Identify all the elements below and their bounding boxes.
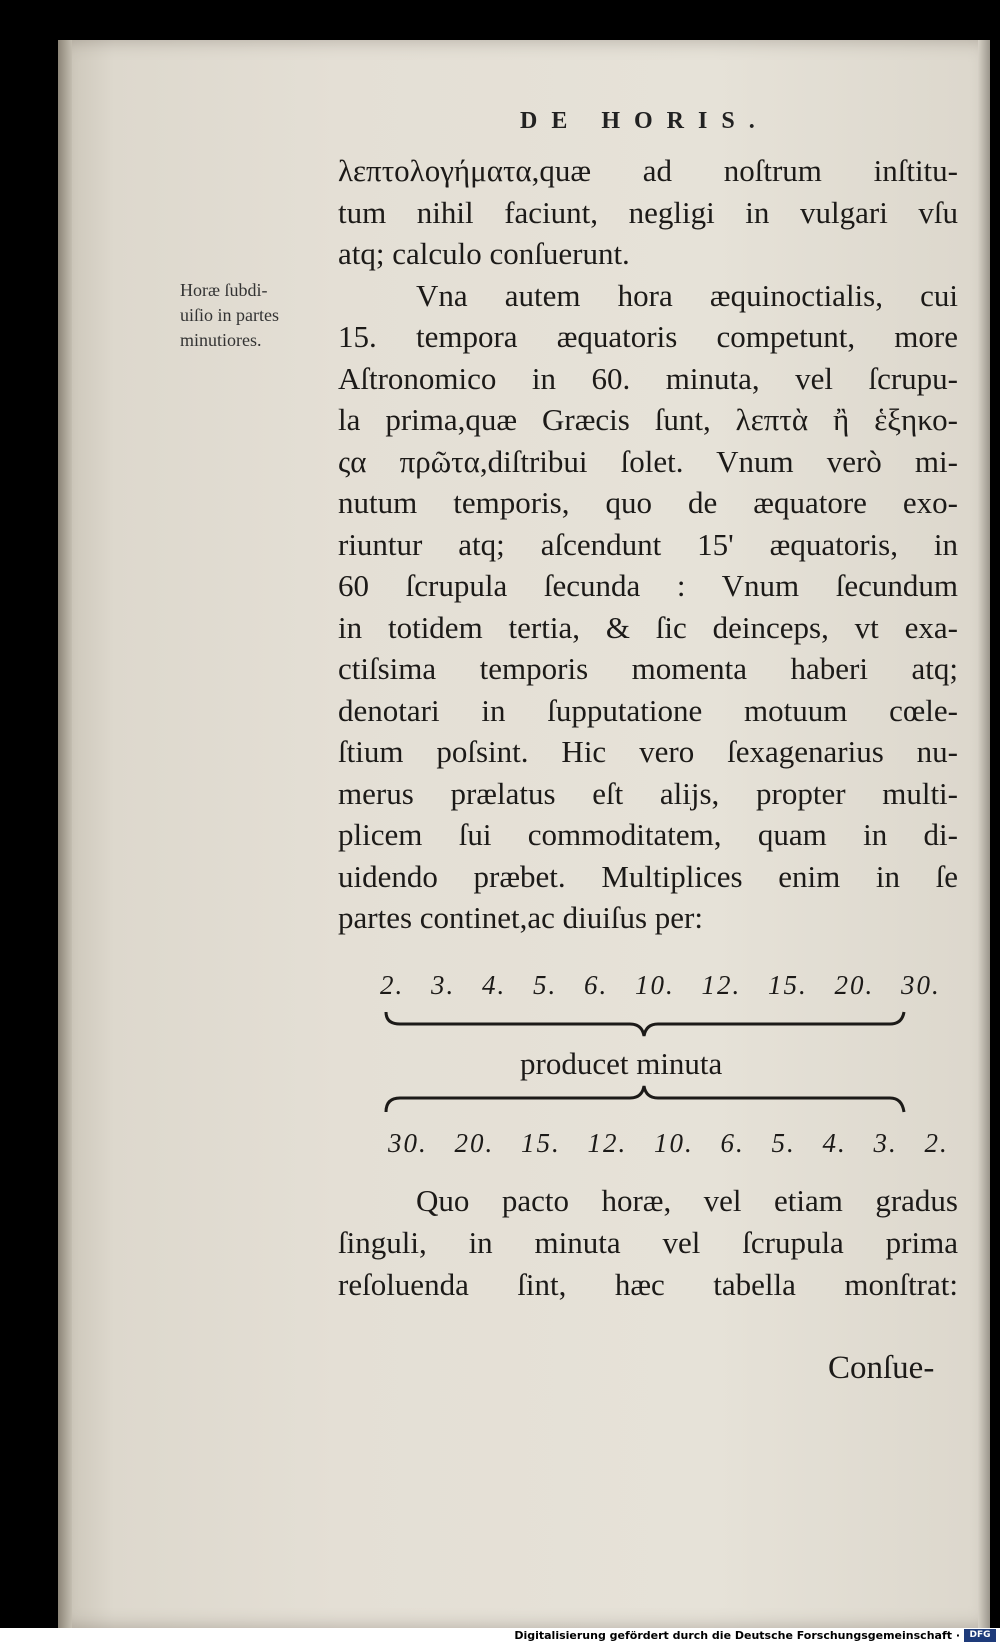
footer-credit: Digitalisierung gefördert durch die Deutsche Forschungsgemeinschaft · (514, 1629, 960, 1642)
catchword: Conſue- (828, 1350, 935, 1386)
text-line: Vna autem hora æquinoctialis, cui (416, 277, 958, 313)
divisors-bottom-row: 30. 20. 15. 12. 10. 6. 5. 4. 3. 2. (388, 1128, 949, 1158)
text-line: λεπτολογήματα,quæ ad noſtrum inſtitu- (338, 153, 958, 188)
text-line: Aſtronomico in 60. minuta, vel ſcrupu- (338, 360, 958, 396)
running-head: DE HORIS. (520, 108, 769, 134)
paragraph-1 (338, 150, 958, 939)
text-line: reſoluenda ſint, hæc tabella monſtrat: (338, 1267, 958, 1302)
text-line: 60 ſcrupula ſecunda : Vnum ſecundum (338, 568, 958, 603)
text-line: merus prælatus eſt alijs, propter multi- (338, 775, 958, 811)
text-line: atq; calculo conſuerunt. (338, 236, 630, 271)
footer-bar (0, 1628, 1000, 1643)
brace-label: producet minuta (520, 1046, 723, 1081)
text-line: ctiſsima temporis momenta haberi atq; (338, 651, 958, 686)
text-line: ςα πρῶτα,diſtribui ſolet. Vnum verò mi- (338, 443, 958, 479)
text-line: tum nihil faciunt, negligi in vulgari vſu (338, 194, 958, 230)
text-line: Quo pacto horæ, vel etiam gradus (416, 1183, 958, 1218)
text-line: denotari in ſupputatione motuum cœle- (338, 692, 958, 728)
text-line: la prima,quæ Græcis ſunt, λεπτὰ ἢ ἑξηκο- (338, 402, 958, 437)
marginal-note-line: Horæ ſubdi- (180, 280, 268, 300)
page-gutter (58, 40, 72, 1628)
text-line: in totidem tertia, & ſic deinceps, vt exa- (338, 609, 958, 645)
text-line: ſtium poſsint. Hic vero ſexagenarius nu- (338, 734, 958, 769)
paragraph-2 (338, 1180, 958, 1306)
text-line: uidendo præbet. Multiplices enim in ſe (338, 858, 958, 894)
text-line: 15. tempora æquatoris competunt, more (338, 319, 958, 354)
marginal-note-line: uiſio in partes (180, 305, 279, 325)
text-line: nutum temporis, quo de æquatore exo- (338, 485, 958, 520)
marginal-note (180, 278, 330, 353)
text-line: partes continet,ac diuiſus per: (338, 900, 703, 935)
text-line: ſinguli, in minuta vel ſcrupula prima (338, 1225, 958, 1260)
brace-bottom (380, 1080, 920, 1116)
page-edge (978, 40, 990, 1628)
text-line: riuntur atq; aſcendunt 15' æquatoris, in (338, 526, 958, 562)
marginal-note-line: minutiores. (180, 330, 262, 350)
divisors-top-row: 2. 3. 4. 5. 6. 10. 12. 15. 20. 30. (380, 970, 941, 1000)
text-line: plicem ſui commoditatem, quam in di- (338, 817, 958, 852)
brace-top (380, 1010, 920, 1046)
dfg-logo: DFG (964, 1629, 996, 1642)
